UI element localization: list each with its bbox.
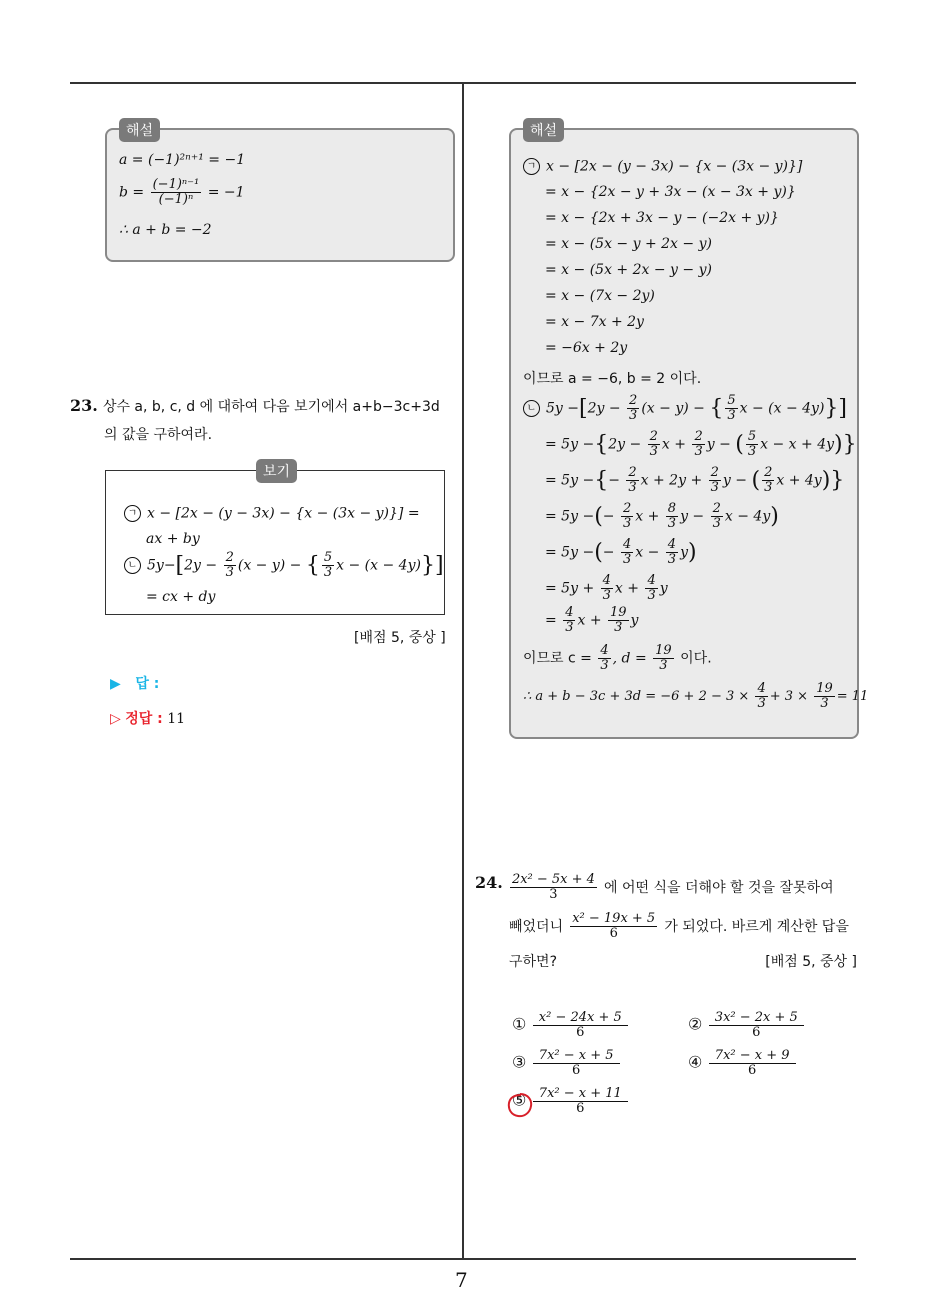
answer-circle-icon — [505, 1090, 535, 1120]
question-24: 24. $\frac{\text{2x² − 5x + 4}}{3}$ 에 어떤 식을 더해야 할 것을 잘못하여 빼었더니 $\frac{\text{x² − 19x + 5}}{6}$ 가 되었다. 바르게 계산한 답을 구하면? [배점 5, 중상 ] — [475, 872, 857, 970]
question-text-line1: 상수 a, b, c, d 에 대하여 다음 보기에서 a+b−3c+3d — [102, 399, 440, 415]
wrong-result-fraction: $\frac{\text{x² − 19x + 5}}{6}$ — [572, 911, 656, 941]
sol-b-line-7: = $\frac{4}{3}$ x + $\frac{19}{3}$ y — [545, 605, 639, 635]
sol-a-line-2: = x − {2x + 3x − y − (−2x + y)} — [545, 210, 779, 226]
sol-final: ∴ a + b − 3c + 3d = −6 + 2 − 3 × $\frac{4}{3}$ + 3 × $\frac{19}{3}$ = 11 — [523, 681, 869, 711]
sol-b-line-1: ㄴ 5y −[2y − $\frac{2}{3}$ (x − y) − { $\frac{5}{3}$ x − (x − 4y)}] — [523, 394, 847, 423]
sol-a-line-7: = −6x + 2y — [545, 340, 628, 356]
sol-a-line-4: = x − (5x + 2x − y − y) — [545, 262, 712, 278]
example-item-2-cont: = cx + dy — [146, 589, 216, 605]
question-text-1: 에 어떤 식을 더해야 할 것을 잘못하여 — [604, 880, 834, 896]
sol-b-line-3: = 5y −{− $\frac{2}{3}$ x + 2y + $\frac{2}{3}$ y − ( $\frac{2}{3}$ x + 4y)} — [545, 465, 845, 495]
sol-b-line-5: = 5y −(− $\frac{4}{3}$ x − $\frac{4}{3}$ y) — [545, 537, 697, 567]
solution-line-b: b = $\frac{\text{(−1)ⁿ⁻¹}}{\text{(−1)ⁿ}}$ = −1 — [119, 177, 245, 207]
question-number: 24. — [475, 873, 503, 892]
bottom-rule — [70, 1258, 856, 1260]
choice-3[interactable]: ③ $\frac{\text{7x² − x + 5}}{6}$ — [512, 1049, 622, 1078]
page-number: 7 — [455, 1268, 468, 1292]
sol-b-line-4: = 5y −(− $\frac{2}{3}$ x + $\frac{8}{3}$ y − $\frac{2}{3}$ x − 4y) — [545, 501, 779, 531]
question-number: 23. — [70, 396, 98, 415]
given-fraction: $\frac{\text{2x² − 5x + 4}}{3}$ — [511, 872, 595, 902]
solution-tag: 해설 — [119, 118, 160, 142]
sol-a-result: 이므로 a = −6, b = 2 이다. — [523, 371, 702, 387]
solution-line-sum: ∴ a + b = −2 — [119, 222, 212, 238]
column-divider — [462, 83, 464, 1259]
solution-line-a: a = (−1)²ⁿ⁺¹ = −1 — [119, 152, 246, 168]
answer-arrow-icon: ▶ — [110, 676, 121, 692]
sol-a-line-3: = x − (5x − y + 2x − y) — [545, 236, 712, 252]
choice-1[interactable]: ① $\frac{\text{x² − 24x + 5}}{6}$ — [512, 1011, 630, 1040]
solution-box-22 — [105, 123, 455, 262]
sol-b-result: 이므로 c = $\frac{4}{3}$ , d = $\frac{19}{3}$ 이다. — [523, 643, 712, 673]
solution-tag: 해설 — [523, 118, 564, 142]
sol-a-line-1: = x − {2x − y + 3x − (x − 3x + y)} — [545, 184, 796, 200]
sol-b-line-2: = 5y −{2y − $\frac{2}{3}$ x + $\frac{2}{3}$ y − ( $\frac{5}{3}$ x − x + 4y)} — [545, 429, 857, 459]
choice-4[interactable]: ④ $\frac{\text{7x² − x + 9}}{6}$ — [688, 1049, 798, 1078]
question-23 — [70, 396, 460, 444]
example-box — [105, 464, 445, 615]
fraction: $\frac{\text{(−1)ⁿ⁻¹}}{\text{(−1)ⁿ}}$ — [152, 177, 200, 207]
choice-5[interactable]: ⑤ $\frac{\text{7x² − x + 11}}{6}$ — [512, 1087, 630, 1116]
example-tag: 보기 — [256, 459, 297, 483]
sol-a-line-0: ㄱ x − [2x − (y − 3x) − {x − (3x − y)}] — [523, 158, 802, 175]
choice-2[interactable]: ② $\frac{\text{3x² − 2x + 5}}{6}$ — [688, 1011, 806, 1040]
sol-a-line-5: = x − (7x − 2y) — [545, 288, 655, 304]
example-item-1: ㄱ x − [2x − (y − 3x) − {x − (3x − y)}] = — [124, 505, 420, 522]
question-text-line2: 의 값을 구하여라. — [104, 427, 213, 443]
score-23: [배점 5, 중상 ] — [354, 630, 446, 646]
sol-a-line-6: = x − 7x + 2y — [545, 314, 644, 330]
answer-row: ▶ 답 : — [110, 676, 160, 692]
sol-b-line-6: = 5y + $\frac{4}{3}$ x + $\frac{4}{3}$ y — [545, 573, 668, 603]
correct-row: ▷ 정답 : 11 — [110, 711, 186, 727]
correct-arrow-icon: ▷ — [110, 711, 121, 727]
example-item-1-cont: ax + by — [146, 531, 200, 547]
example-item-2: ㄴ 5y−[2y − $\frac{2}{3}$ (x − y) − { $\frac{5}{3}$ x − (x − 4y)}] — [124, 551, 444, 580]
solution-box-23 — [509, 123, 869, 739]
score-24: [배점 5, 중상 ] — [765, 954, 857, 970]
